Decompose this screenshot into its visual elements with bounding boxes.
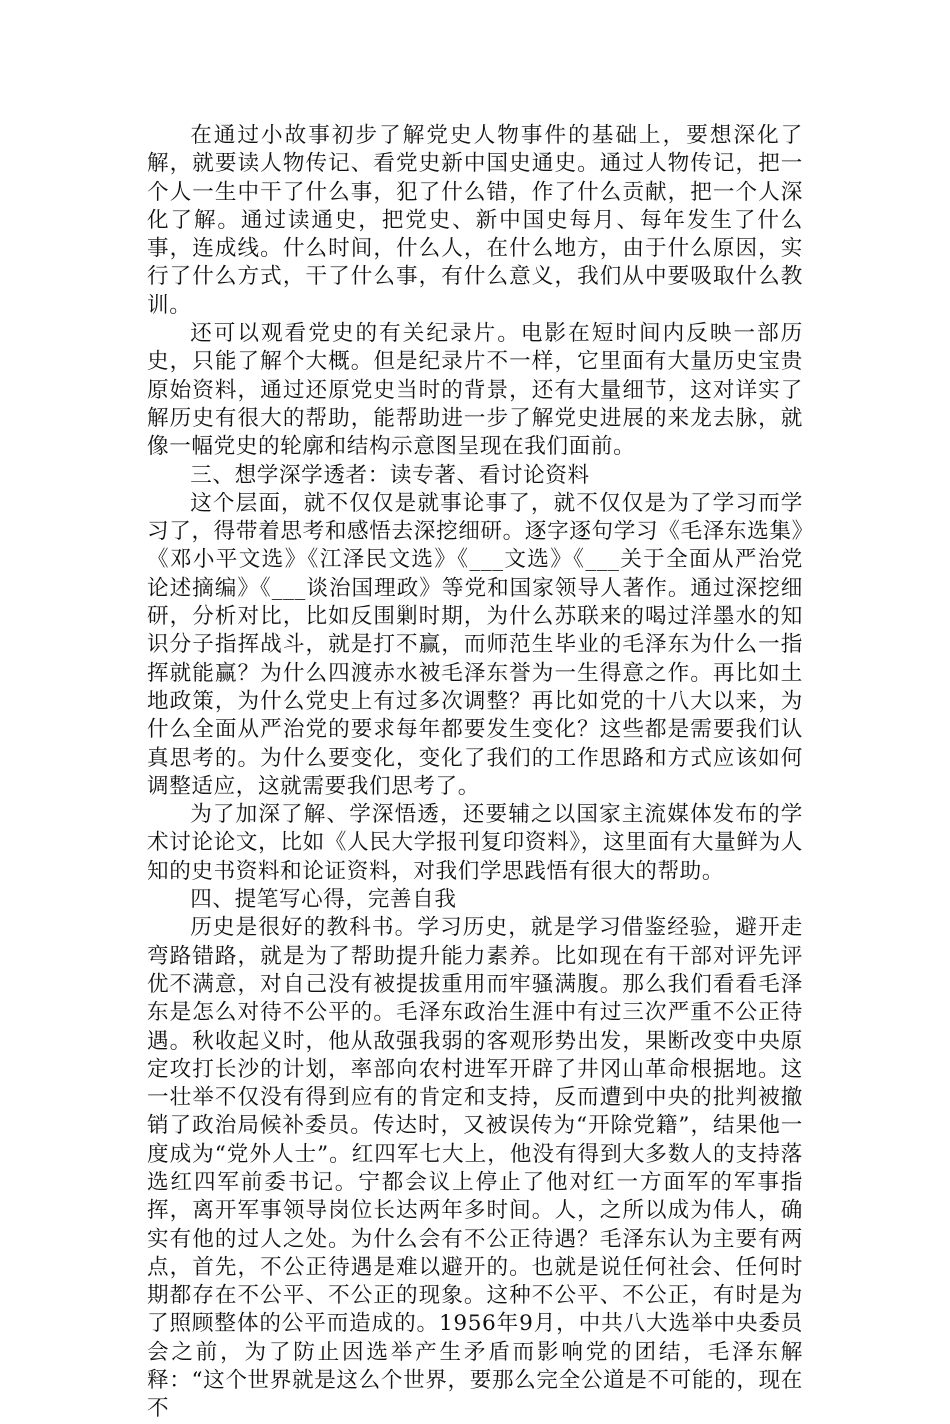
document-body (147, 122, 803, 1424)
paragraph-documentary: 还可以观看党史的有关纪录片。电影在短时间内反映一部历史，只能了解个大概。但是纪录片不一样，它里面有大量历史宝贵原始资料，通过还原党史当时的背景，还有大量细节，这对详实了解历史有很大的帮助，能帮助进一步了解党史进展的来龙去脉，就像一幅党史的轮廓和结构示意图呈现在我们面前。 (147, 321, 803, 460)
paragraph-academic-papers: 为了加深了解、学深悟透，还要辅之以国家主流媒体发布的学术讨论论文，比如《人民大学报刊复印资料》，这里面有大量鲜为人知的史书资料和论证资料，对我们学思践悟有很大的帮助。 (147, 802, 803, 884)
paragraph-deep-study: 这个层面，就不仅仅是就事论事了，就不仅仅是为了学习而学习了，得带着思考和感悟去深挖细研。逐字逐句学习《毛泽东选集》《邓小平文选》《江泽民文选》《___文选》《___关于全面从严治党论述摘编》《___谈治国理政》等党和国家领导人著作。通过深挖细研，分析对比，比如反围剿时期，为什么苏联来的喝过洋墨水的知识分子指挥战斗，就是打不赢，而师范生毕业的毛泽东为什么一指挥就能赢？为什么四渡赤水被毛泽东誉为一生得意之作。再比如土地政策，为什么党史上有过多次调整？再比如党的十八大以来，为什么全面从严治党的要求每年都要发生变化？这些都是需要我们认真思考的。为什么要变化，变化了我们的工作思路和方式应该如何调整适应，这就需要我们思考了。 (147, 490, 803, 799)
paragraph-history-textbook: 历史是很好的教科书。学习历史，就是学习借鉴经验，避开走弯路错路，就是为了帮助提升能力素养。比如现在有干部对评先评优不满意，对自己没有被提拔重用而牢骚满腹。那么我们看看毛泽东是怎么对待不公平的。毛泽东政治生涯中有过三次严重不公正待遇。秋收起义时，他从敌强我弱的客观形势出发，果断改变中央原定攻打长沙的计划，率部向农村进军开辟了井冈山革命根据地。这一壮举不仅没有得到应有的肯定和支持，反而遭到中央的批判被撤销了政治局候补委员。传达时，又被误传为“开除党籍”，结果他一度成为“党外人士”。红四军七大上，他没有得到大多数人的支持落选红四军前委书记。宁都会议上停止了他对红一方面军的军事指挥，离开军事领导岗位长达两年多时间。人，之所以成为伟人，确实有他的过人之处。为什么会有不公正待遇？毛泽东认为主要有两点，首先，不公正待遇是难以避开的。也就是说任何社会、任何时期都存在不公平、不公正的现象。这种不公平、不公正，有时是为了照顾整体的公平而造成的。1956年9月，中共八大选举中央委员会之前，为了防止因选举产生矛盾而影响党的团结，毛泽东解释：“这个世界就是这么个世界，要那么完全公道是不可能的，现在不 (147, 915, 803, 1422)
paragraph-biography-history: 在通过小故事初步了解党史人物事件的基础上，要想深化了解，就要读人物传记、看党史新中国史通史。通过人物传记，把一个人一生中干了什么事，犯了什么错，作了什么贡献，把一个人深化了解。通过读通史，把党史、新中国史每月、每年发生了什么事，连成线。什么时间，什么人，在什么地方，由于什么原因，实行了什么方式，干了什么事，有什么意义，我们从中要吸取什么教训。 (147, 123, 803, 318)
section-heading-4: 四、提笔写心得，完善自我 (190, 887, 457, 913)
section-heading-3: 三、想学深学透者：读专著、看讨论资料 (190, 462, 590, 488)
